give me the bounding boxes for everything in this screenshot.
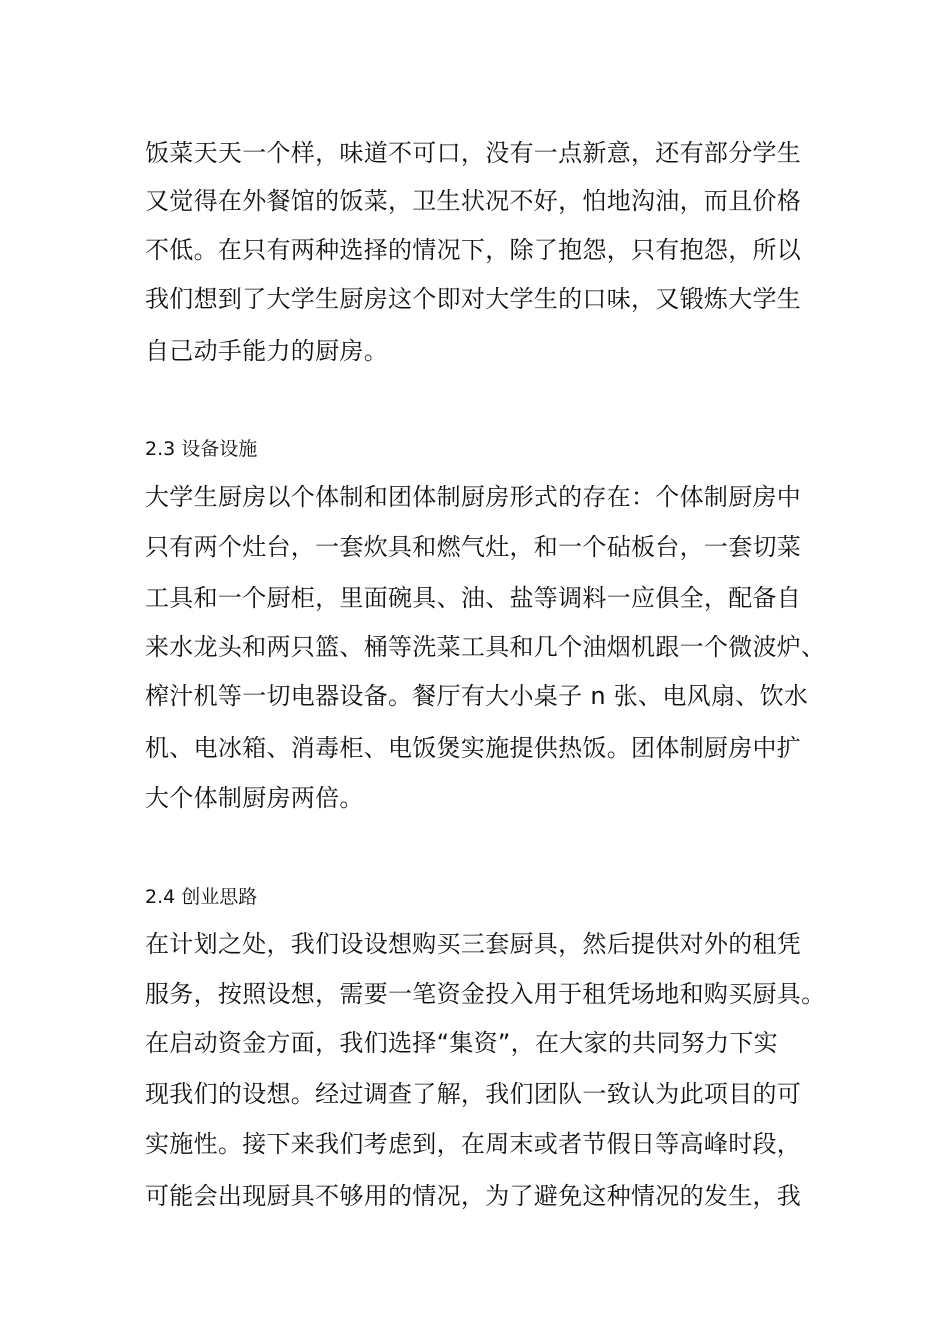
paragraph-line: 在计划之处，我们设设想购买三套厨具，然后提供对外的租凭: [145, 930, 802, 958]
paragraph-line: 大个体制厨房两倍。: [145, 784, 364, 812]
paragraph-line: 榨汁机等一切电器设备。餐厅有大小桌子 n 张、电风扇、饮水: [145, 682, 809, 710]
section-heading: 2.4 创业思路: [145, 886, 258, 908]
paragraph-line: 来水龙头和两只篮、桶等洗菜工具和几个油烟机跟一个微波炉、: [145, 633, 826, 661]
paragraph-line: 工具和一个厨柜，里面碗具、油、盐等调料一应俱全，配备自: [145, 584, 802, 612]
paragraph-line: 又觉得在外餐馆的饭菜，卫生状况不好，怕地沟油，而且价格: [145, 187, 802, 215]
paragraph-line: 在启动资金方面，我们选择“集资”，在大家的共同努力下实: [145, 1029, 778, 1057]
paragraph-line: 现我们的设想。经过调查了解，我们团队一致认为此项目的可: [145, 1080, 802, 1108]
paragraph-line: 机、电冰箱、消毒柜、电饭煲实施提供热饭。团体制厨房中扩: [145, 734, 802, 762]
paragraph-line: 大学生厨房以个体制和团体制厨房形式的存在：个体制厨房中: [145, 483, 802, 511]
paragraph-line: 可能会出现厨具不够用的情况，为了避免这种情况的发生，我: [145, 1182, 802, 1210]
paragraph-line: 只有两个灶台，一套炊具和燃气灶，和一个砧板台，一套切菜: [145, 533, 802, 561]
paragraph-line: 实施性。接下来我们考虑到，在周末或者节假日等高峰时段，: [145, 1130, 802, 1158]
section-heading: 2.3 设备设施: [145, 438, 258, 460]
paragraph-line: 自己动手能力的厨房。: [145, 337, 388, 365]
paragraph-line: 服务，按照设想，需要一笔资金投入用于租凭场地和购买厨具。: [145, 980, 826, 1008]
paragraph-line: 不低。在只有两种选择的情况下，除了抱怨，只有抱怨，所以: [145, 236, 802, 264]
paragraph-line: 我们想到了大学生厨房这个即对大学生的口味，又锻炼大学生: [145, 285, 802, 313]
paragraph-line: 饭菜天天一个样，味道不可口，没有一点新意，还有部分学生: [145, 139, 802, 167]
